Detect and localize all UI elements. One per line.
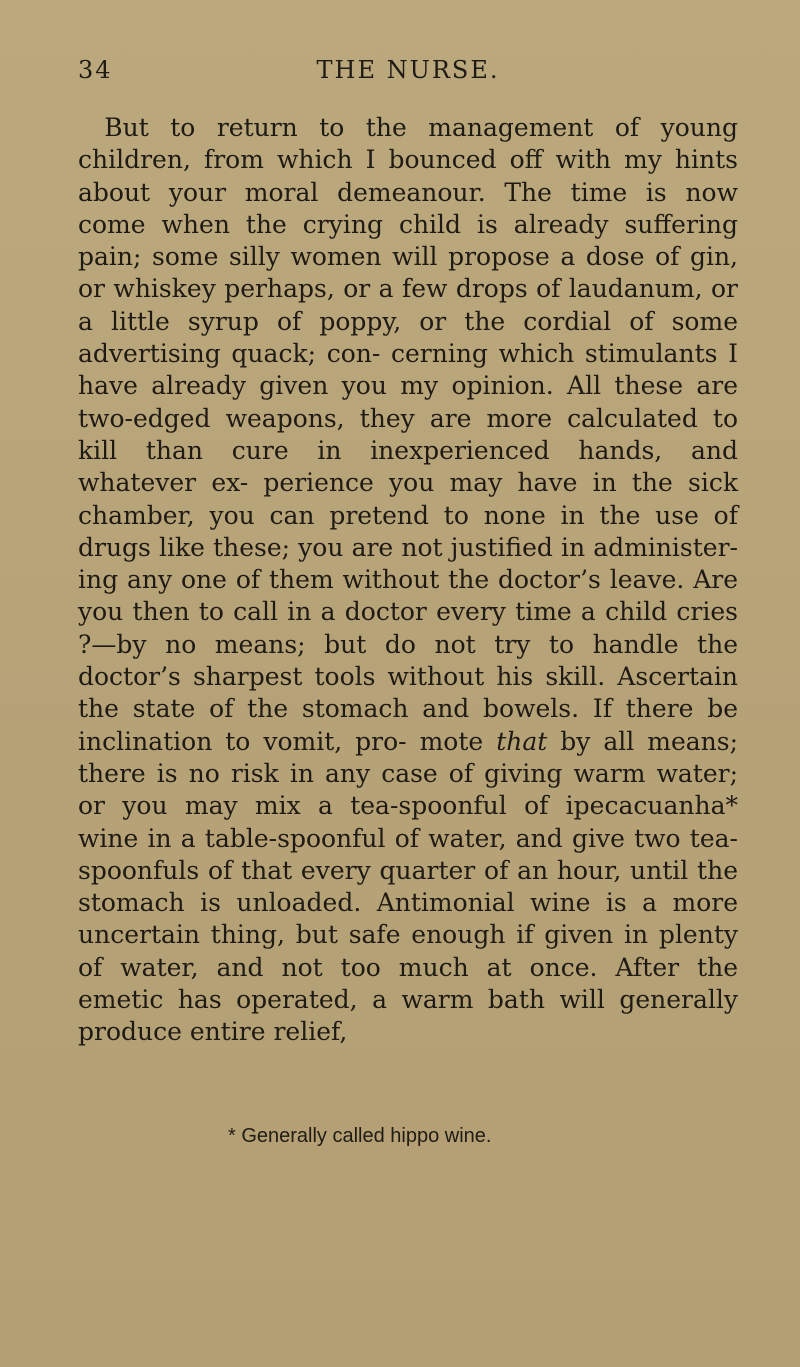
page-number: 34 — [78, 56, 113, 84]
page-header — [78, 56, 738, 96]
paragraph-text-before-emphasis: But to return to the management of young children, from which I bounced off with my hints about your moral demeanour. The time is now come when the crying child is already suffering pain; some silly women will propose a dose of gin, or whiskey perhaps, or a few drops of laudanum, or a little syrup of poppy, or the cordial of some advertising quack; con- cerning which stimulants I have already given you my opinion. All these are two-edged weapons, they are more calculated to kill than cure in inexperienced hands, and whatever ex- perience you may have in the sick chamber, you can pretend to none in the use of drugs like these; you are not justified in administer- ing any one of them without the doctor’s leave. Are you then to call in a doctor every time a child cries ?—by no means; but do not try to handle the doctor’s sharpest tools without his skill. Ascertain the state of the stomach and bowels. If there be inclination to vomit, pro- mote — [78, 113, 738, 756]
paragraph-text-after-emphasis: by all means; there is no risk in any case of giving warm water; or you may mix a tea-spoonful of ipecacuanha* wine in a table-spoonful of water, and give two tea- spoonfuls of that every quarter of an hour, until the stomach is unloaded. Antimonial wine is a more uncertain thing, but safe enough if given in plenty of water, and not too much at once. After the emetic has operated, a warm bath will generally produce entire relief, — [78, 726, 739, 1047]
footnote: * Generally called hippo wine. — [228, 1125, 492, 1147]
running-head: THE NURSE. — [316, 56, 500, 84]
emphasized-word: that — [496, 726, 548, 756]
main-paragraph — [78, 112, 738, 1049]
main-text — [78, 112, 738, 1049]
